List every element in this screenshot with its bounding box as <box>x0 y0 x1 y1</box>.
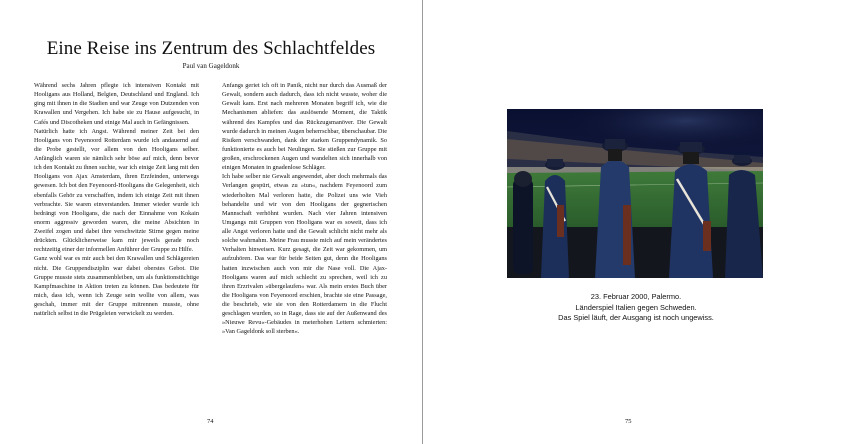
paragraph: Während sechs Jahren pflegte ich intensiven Kontakt mit Hooligans aus Holland, Belgien, Deutschland und England. Ich ging mit ihnen in die Stadien und war Zeuge von Dutzenden von Krawallen und Vergehen. Ich habe sie zu Hause aufgesucht, in Cafés und Discotheken und einige Mal auch in Gefängnissen. <box>34 82 199 126</box>
author-name: Paul van Gageldonk <box>182 62 240 70</box>
caption-line: Das Spiel läuft, der Ausgang ist noch ungewiss. <box>558 313 714 323</box>
photo-illustration <box>507 109 763 278</box>
paragraph: Anfangs geriet ich oft in Panik, nicht nur durch das Ausmaß der Gewalt, sondern auch dadurch, dass ich nicht wusste, woher die Gewalt kam. Erst nach mehreren Monaten begriff ich, wie die Mechanismen abliefen: das auslösende Moment, die Taktik während des Kampfes und das Rückzugsmanöver. Die Gewalt wurde dadurch in meinen Augen beherrschbar, überschaubar. Die Risiken verschwanden, dank der starken Gruppendynamik. So funktionierte es auch bei Neulingen. Sie stießen zur Gruppe mit großen, erschrockenen Augen und wandelten sich innerhalb von einigen Monaten in gnadenlose Schläger. <box>222 82 387 172</box>
right-page <box>423 0 845 444</box>
left-page <box>0 0 422 444</box>
page-number: 74 <box>207 418 214 425</box>
stadium-photo <box>507 109 763 278</box>
page-number: 75 <box>625 418 632 425</box>
photo-caption <box>483 292 789 324</box>
text-column-2 <box>222 81 387 401</box>
paragraph: Ganz wohl war es mir auch bei den Krawallen und Schlägereien nicht. Die Gruppendisziplin war dabei oberstes Gebot. Die Gruppe musste stets zusammenbleiben, um als funktionstüchtige Kampfmaschine in Aktion treten zu können. Das bedeutete für mich, dass ich, wenn ich Zeuge sein wollte von allem, was geschah, immer mit der Gruppe mitrennen musste, ohne natürlich selbst in die Prügeleien verwickelt zu werden. <box>34 255 199 318</box>
caption-line: 23. Februar 2000, Palermo. <box>590 292 682 301</box>
paragraph: Natürlich hatte ich Angst. Während meiner Zeit bei den Hooligans von Feyenoord Rotterdam wurde ich andauernd auf die Probe gestellt, vor allem von den Hooligans selber. Anfänglich waren sie nämlich sehr böse auf mich, denn bevor ich den Kontakt zu ihnen suchte, war ich einige Zeit lang mit den Hooligans von Ajax Amsterdam, ihren Erzfeinden, unterwegs gewesen. Ich bot den Feyenoord-Hooligans die Gelegenheit, sich ebenfalls Gehör zu verschaffen, indem ich einige Zeit mit ihnen verbrachte. Sie waren einverstanden. Immer wieder wurde ich bedrängt von Hooligans, die nach der Einnahme von Kokain enorm aggressiv geworden waren, die meine Absichten in Zweifel zogen und dabei ihre verschwitzte Stirne gegen meine drückten. Glücklicherweise kam mir jeweils gerade noch rechtzeitig einer der informellen Anführer der Gruppe zu Hilfe. <box>34 127 199 254</box>
paragraph: Ich habe selber nie Gewalt angewendet, aber doch mehrmals das Verlangen gespürt, etwas zu »tun«, nachdem Feyenoord zum wiederholten Mal verloren hatte, die Polizei uns wie Vieh behandelte und wir von den Hooligans der gegnerischen Mannschaft verhöhnt wurden. Nach vier Jahren intensiven Umgangs mit Gruppen von Hooligans war es soweit, dass ich alle Angst verloren hatte und die Gewalt schlicht nicht mehr als solche wahrnahm. Meine Frau musste mich auf mein verändertes Verhalten hinweisen. Kurz gesagt, die Zeit war gekommen, um aufzuhören. Das war für beide Seiten gut, denn die Hooligans hatten inzwischen auch von mir die Nase voll. Die Ajax-Hooligans waren auf mich schlecht zu sprechen, weil ich zu ihren Erzrivalen »übergelaufen« war. Als mein erstes Buch über die Hooligans von Feyenoord erschien, brachte sie eine Passage, die beschrieb, wie sie von den Rotterdamern in die Flucht geschlagen wurden, so in Rage, dass sie auf der Außenwand des »Nieuwe Revu«-Gebäudes in meterhohen Lettern schmierten: »Van Gageldonk soll sterben«. <box>222 173 387 336</box>
caption-line: Länderspiel Italien gegen Schweden. <box>575 302 697 312</box>
article-title: Eine Reise ins Zentrum des Schlachtfeldes <box>46 38 376 59</box>
text-column-1 <box>34 81 199 401</box>
